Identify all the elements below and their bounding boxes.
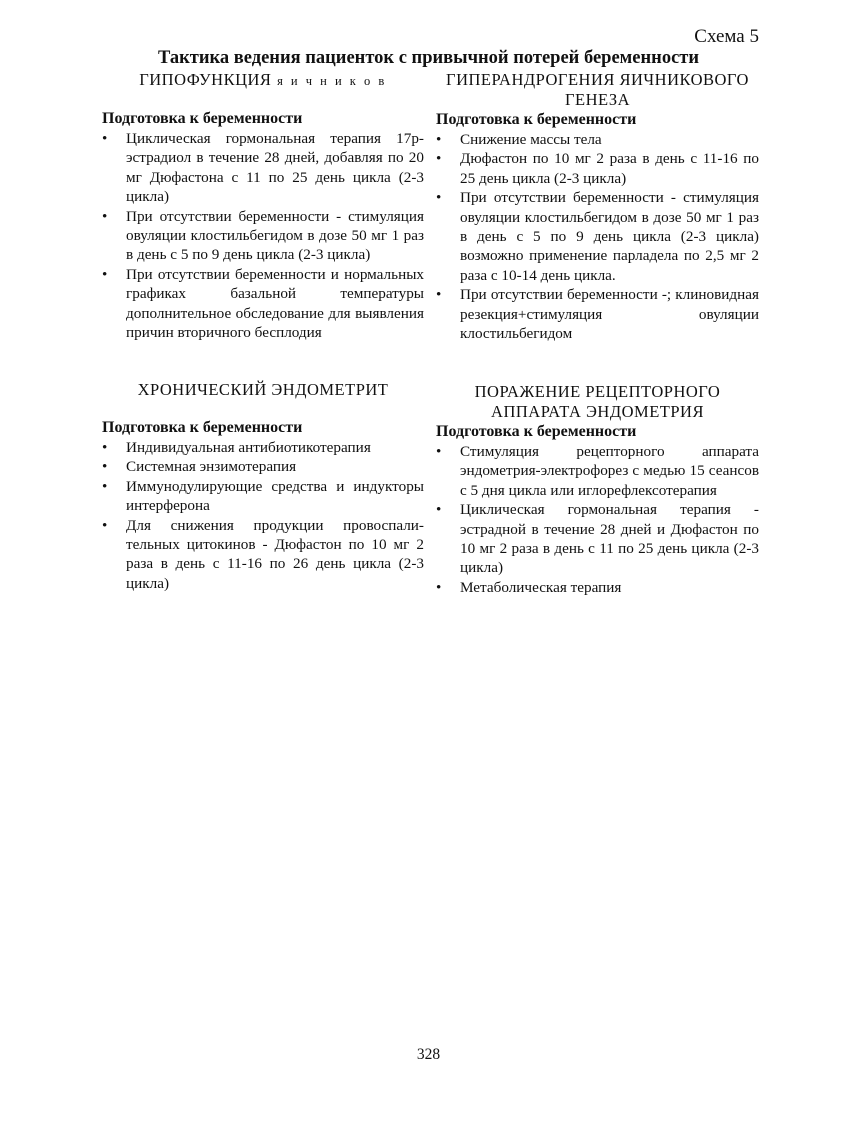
bullet-icon: • [436,286,442,304]
section-hypofunction [102,70,424,342]
scheme-label: Схема 5 [694,26,759,47]
bullet-icon: • [436,189,442,207]
list-item: • Снижение массы тела [436,131,602,148]
list-item: • Системная энзимотерапия [102,458,297,476]
page-number: 328 [416,1046,441,1063]
bullet-icon: • [436,131,442,148]
section-receptor [436,382,759,597]
section-subheading: Подготовка к беременности [102,419,303,436]
list-item: • При отсутствии беременности -; клиновидная резекция+стимуляция овуляции клостильбегидом [436,286,759,343]
item-list [436,442,759,597]
section-subheading: Подготовка к беременности [436,423,637,440]
list-item: • При отсутствии беременности - стимуляция овуляции клостильбегидом в дозе 50 мг 1 раз в день с 5 по 9 день цикла (2-3 цикла) возможно применение парладела по 2,5 мг 2 раза с 10-14 день цикла. [436,189,759,284]
bullet-icon: • [436,443,442,460]
item-list [102,438,424,593]
bullet-icon: • [436,501,442,519]
section-subheading: Подготовка к беременности [436,111,637,128]
section-subheading: Подготовка к беременности [102,110,303,127]
list-item: • Циклическая гормональная терапия - эстрадной в течение 28 дней и Дюфастон по 10 мг 2 раза в день с 11 по 25 день цикла (2-3 цикла) [436,501,759,577]
item-list [436,130,759,343]
list-item: • Стимуляция рецепторного аппарата эндометрия-электрофорез с медью 15 сеансов с 5 дня цикла или иглорефлексотерапия [436,443,759,499]
bullet-icon: • [102,130,108,147]
section-heading: ГИПОФУНКЦИЯ я и ч н и к о в [139,70,387,89]
bullet-icon: • [102,439,108,456]
list-item: • Иммунодулирующие средства и индукторы интерферона [102,477,424,515]
bullet-icon: • [436,150,442,168]
section-heading: ПОРАЖЕНИЕ РЕЦЕПТОРНОГО АППАРАТА ЭНДОМЕТРИЯ [474,382,721,421]
list-item: • Метаболическая терапия [436,578,622,596]
bullet-icon: • [102,458,108,476]
section-endometritis [102,380,424,593]
section-heading: ГИПЕРАНДРОГЕНИЯ ЯИЧНИКОВОГО ГЕНЕЗА [446,70,749,109]
bullet-icon: • [436,578,442,596]
bullet-icon: • [102,265,108,283]
section-heading: ХРОНИЧЕСКИЙ ЭНДОМЕТРИТ [137,380,389,399]
list-item: • При отсутствии беременности и нормальных графиках базальной температуры дополнительное обследование для выявления причин вторичного бесплодия [102,265,424,342]
list-item: • При отсутствии беременности - стимуляция овуляции клостильбегидом в дозе 50 мг 1 раз в день с 5 по 9 день цикла (2-3 цикла) [102,207,424,264]
list-item: • Индивидуальная антибиотикотерапия [102,439,371,456]
bullet-icon: • [102,477,108,495]
item-list [102,129,424,342]
bullet-icon: • [102,207,108,225]
bullet-icon: • [102,516,108,534]
list-item: • Для снижения продукции провоспали-тельных цитокинов - Дюфастон по 10 мг 2 раза в день с 11-16 по 26 день цикла (2-3 цикла) [102,516,424,592]
list-item: • Дюфастон по 10 мг 2 раза в день с 11-16 по 25 день цикла (2-3 цикла) [436,150,759,187]
list-item: • Циклическая гормональная терапия 17р-эстрадиол в течение 28 дней, добавляя по 20 мг Дюфастона с 11 по 25 день цикла (2-3 цикла) [102,130,424,206]
section-hyperandrogenism [436,70,759,343]
page-title: Тактика ведения пациенток с привычной потерей беременности [157,48,700,68]
